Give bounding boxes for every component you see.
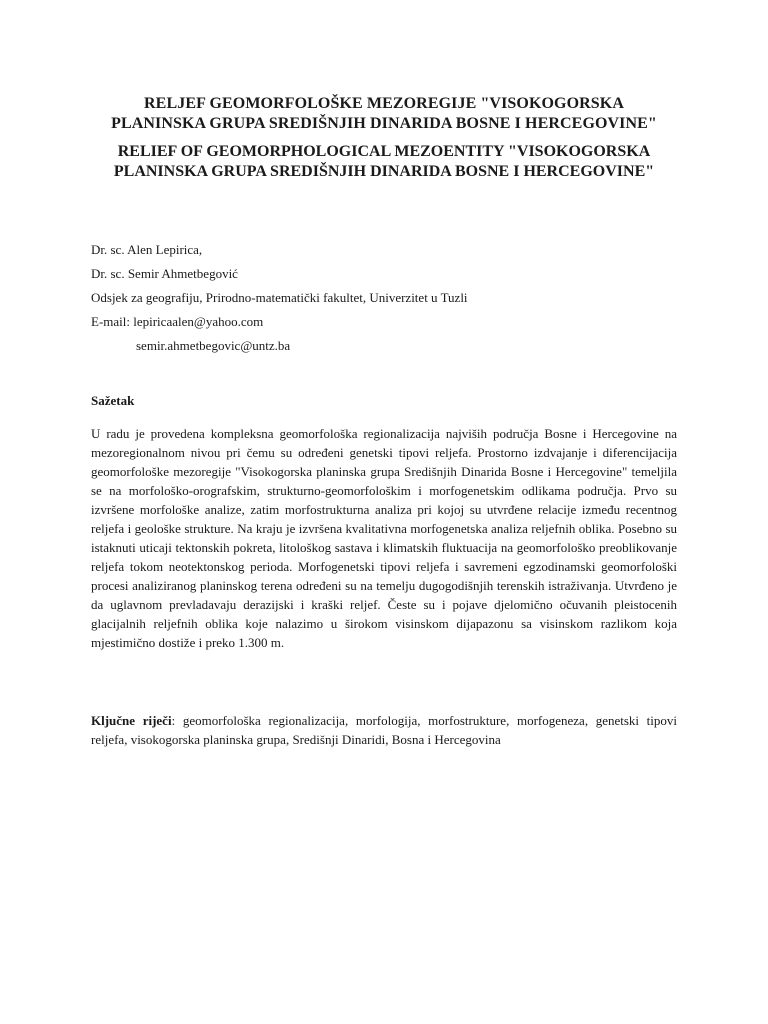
- paper-title-english: RELIEF OF GEOMORPHOLOGICAL MEZOENTITY "VISOKOGORSKA PLANINSKA GRUPA SREDIŠNJIH DINARIDA BOSNE I HERCEGOVINE": [113, 143, 655, 180]
- title-block: [100, 94, 668, 182]
- abstract-heading: Sažetak: [91, 393, 135, 408]
- email-second: semir.ahmetbegovic@untz.ba: [136, 338, 291, 353]
- paper-title-bosnian: RELJEF GEOMORFOLOŠKE MEZOREGIJE "VISOKOGORSKA PLANINSKA GRUPA SREDIŠNJIH DINARIDA BOSNE I HERCEGOVINE": [111, 95, 657, 132]
- author-name: Dr. sc. Semir Ahmetbegović: [91, 266, 238, 281]
- keywords-label: Ključne riječi: [91, 713, 172, 728]
- author-name: Dr. sc. Alen Lepirica,: [91, 242, 203, 257]
- author-block: [91, 238, 681, 358]
- affiliation: Odsjek za geografiju, Prirodno-matematički fakultet, Univerzitet u Tuzli: [91, 290, 468, 305]
- keywords-separator: :: [171, 713, 176, 728]
- email-line: E-mail: lepiricaalen@yahoo.com: [91, 314, 264, 329]
- keywords: [91, 711, 677, 749]
- abstract-text: U radu je provedena kompleksna geomorfološka regionalizacija najviših područja Bosne i Hercegovine na mezoregionalnom nivou pri čemu su određeni genetski tipovi reljefa. Prostorno izdvajanje i diferencijacija geomorfološke mezoregije "Visokogorska planinska grupa Središnjih Dinarida Bosne i Hercegovine" temeljila se na morfološko-orografskim, strukturno-geomorfološkim i morfogenetskim odlikama područja. Prvo su izvršene morfološke analize, zatim morfostrukturna analiza pri kojoj su utvrđene relacije između recentnog reljefa i geološke strukture. Na kraju je izvršena kvalitativna morfogenetska analiza reljefnih oblika. Posebno su istaknuti uticaji tektonskih pokreta, litološkog sastava i klimatskih fluktuacija na geomorfološko preoblikovanje reljefa tokom neotektonskog perioda. Morfogenetski tipovi reljefa i savremeni egzodinamski geomorfološki procesi analiziranog planinskog terena određeni su na temelju dugogodišnjih terenskih istraživanja. Utvrđeno je da uglavnom prevladavaju derazijski i kraški reljef. Česte su i pojave djelomično očuvanih pleistocenih glacijalnih reljefnih oblika koje nalazimo u širokom visinskom dijapazonu sa visinskom razlikom koja mjestimično dostiže i preko 1.300 m.: [91, 426, 677, 650]
- keywords-text: geomorfološka regionalizacija, morfologija, morfostrukture, morfogeneza, genetski tipovi reljefa, visokogorska planinska grupa, Središnji Dinaridi, Bosna i Hercegovina: [91, 713, 677, 747]
